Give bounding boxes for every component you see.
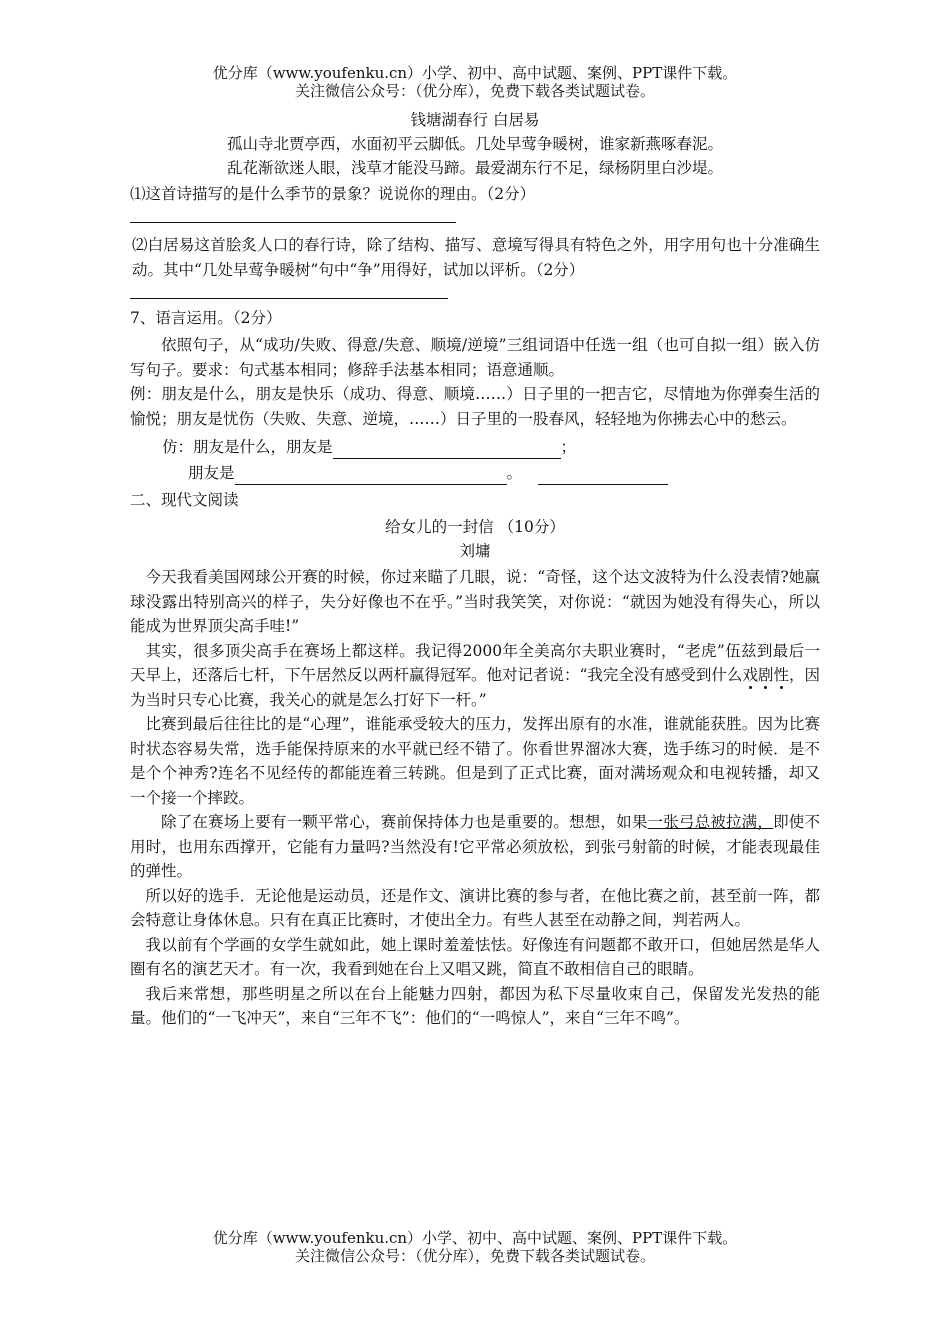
q7-title: 7、语言运用。（2分） [130,309,282,327]
emphasized-word: 戏剧性 [742,666,789,684]
page-header [0,64,950,100]
q7-example: 例：朋友是什么，朋友是快乐（成功、得意、顺境……）日子里的一把吉它，尽情地为你弹奏生活的愉悦；朋友是忧伤（失败、失意、逆境，……）日子里的一股春风，轻轻地为你拂去心中的愁云。 [130,385,820,428]
imitate-blank-2[interactable] [235,466,507,485]
page-footer [0,1229,950,1265]
underlined-phrase: 一张弓总被拉满， [647,813,774,831]
article-paragraph-1: 今天我看美国网球公开赛的时候，你过来瞄了几眼，说：“奇怪，这个达文波特为什么没表情?她赢球没露出特别高兴的样子，失分好像也不在乎。”当时我笑笑，对你说：“就因为她没有得失心，所以能成为世界顶尖高手哇!” [130,568,820,635]
imitate-blank-3[interactable] [538,466,668,485]
imitate-prefix: 仿：朋友是什么，朋友是 [162,438,333,456]
imitate-line-1 [130,435,820,459]
main-content [130,108,820,1031]
question-1: ⑴这首诗描写的是什么季节的景象？说说你的理由。（2分） [130,185,536,203]
article-paragraph-3: 比赛到最后往往比的是“心理”，谁能承受较大的压力，发挥出原有的水准，谁就能获胜。因为比赛时状态容易失常，选手能保持原来的水平就已经不错了。你看世界溜冰大赛，选手练习的时候．是不是个个神秀?连名不见经传的都能连着三转跳。但是到了正式比赛，面对满场观众和电视转播，却又一个接一个摔跤。 [130,715,820,807]
header-line-2: 关注微信公众号：（优分库），免费下载各类试题试卷。 [294,82,655,100]
imitate-period: 。 [506,464,523,482]
paragraph-2-text-a: 其实，很多顶尖高手在赛场上都这样。我记得2000年全美高尔夫职业赛时，“老虎”伍兹到最后一天早上，还落后七杆，下午居然反以两杆赢得冠军。他对记者说：“我完全没有感受到什么 [130,641,820,684]
q7-instruction: 依照句子，从“成功/失败、得意/失意、顺境/逆境”三组词语中任选一组（也可自拟一组）嵌入仿写句子。要求：句式基本相同；修辞手法基本相同；语意通顺。 [130,336,820,379]
section-2-title: 二、现代文阅读 [130,491,239,509]
answer-line-1[interactable] [130,222,456,223]
footer-line-1: 优分库（www.youfenku.cn）小学、初中、高中试题、案例、PPT课件下载。 [212,1229,738,1247]
article-title: 给女儿的一封信 （10分） [385,518,565,536]
imitate-prefix-2: 朋友是 [188,464,235,482]
paragraph-4-text-a: 除了在赛场上要有一颗平常心，赛前保持体力也是重要的。想想，如果 [161,813,648,831]
answer-line-2[interactable] [130,298,448,299]
article-paragraph-5: 所以好的选手．无论他是运动员，还是作文、演讲比赛的参与者，在他比赛之前，甚至前一阵，都会特意让身体休息。只有在真正比赛时，才使出全力。有些人甚至在动静之间，判若两人。 [130,886,820,929]
imitate-semicolon: ； [560,438,577,456]
imitate-line-2 [130,461,820,485]
footer-line-2: 关注微信公众号：（优分库），免费下载各类试题试卷。 [294,1247,655,1265]
paragraph-4-text-b: 即使不用时，也用东西撑开，它能有力量吗?当然没有!它平常必须放松，到张弓射箭的时候，才能表现最佳的弹性。 [130,813,820,880]
poem-title: 钱塘湖春行 白居易 [410,111,540,129]
poem-line-1: 孤山寺北贾亭西，水面初平云脚低。几处早莺争暖树，谁家新燕啄春泥。 [226,135,723,153]
header-line-1: 优分库（www.youfenku.cn）小学、初中、高中试题、案例、PPT课件下载。 [212,64,738,82]
article-author: 刘墉 [459,542,491,560]
article-paragraph-6: 我以前有个学画的女学生就如此，她上课时羞羞怯怯。好像连有问题都不敢开口，但她居然是华人圈有名的演艺天才。有一次，我看到她在台上又唱又跳，简直不敢相信自己的眼睛。 [130,935,820,978]
imitate-blank-1[interactable] [333,440,561,459]
article-paragraph-4 [130,810,820,884]
question-2: ⑵白居易这首脍炙人口的春行诗，除了结构、描写、意境写得具有特色之外，用字用句也十分准确生动。其中“几处早莺争暖树”句中“争”用得好，试加以评析。（2分） [132,236,820,279]
poem-line-2: 乱花渐欲迷人眼，浅草才能没马蹄。最爱湖东行不足，绿杨阴里白沙堤。 [226,159,723,177]
paragraph-2-text-b: ，因为当时只专心比赛，我关心的就是怎么打好下一杆。” [130,666,820,709]
article-paragraph-7: 我后来常想，那些明星之所以在台上能魅力四射，都因为私下尽量收束自己，保留发光发热的能量。他们的“一飞冲天”，来自“三年不飞”：他们的“一鸣惊人”，来自“三年不鸣”。 [130,984,820,1027]
article-paragraph-2 [130,639,820,713]
